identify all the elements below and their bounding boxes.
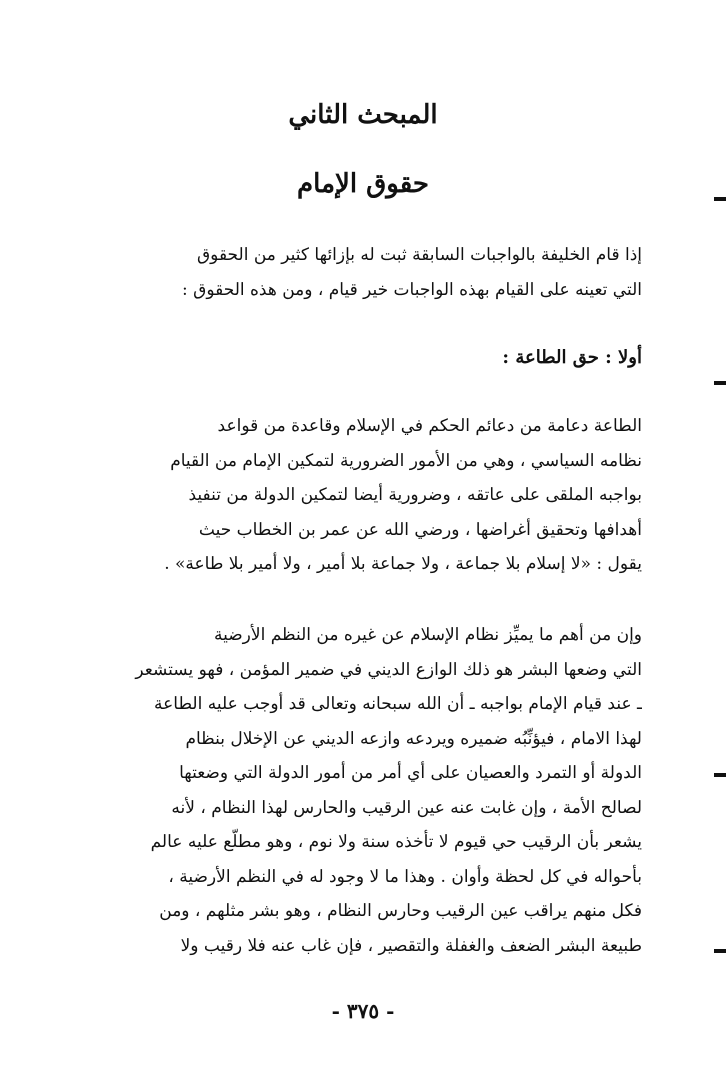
text-line: لهذا الامام ، فيؤنِّبُه ضميره ويردعه وازعه الديني عن الإخلال بنظام (185, 728, 642, 749)
text-line: يشعر بأن الرقيب حي قيوم لا تأخذه سنة ولا نوم ، وهو مطلّع عليه عالم (150, 832, 642, 852)
text-line: بواجبه الملقى على عاتقه ، وضرورية أيضا لتمكين الدولة من تنفيذ (188, 485, 642, 505)
text-line: أهدافها وتحقيق أغراضها ، ورضي الله عن عمر بن الخطاب حيث (198, 519, 642, 540)
text-line: الطاعة دعامة من دعائم الحكم في الإسلام وقاعدة من قواعد (217, 416, 642, 436)
text-line: التي تعينه على القيام بهذه الواجبات خير قيام ، ومن هذه الحقوق : (182, 279, 642, 300)
text-line: إذا قام الخليفة بالواجبات السابقة ثبت له بإزائها كثير من الحقوق (196, 245, 642, 265)
text-line: وإن من أهم ما يميِّز نظام الإسلام عن غيره من النظم الأرضية (213, 625, 642, 645)
text-line: نظامه السياسي ، وهي من الأمور الضرورية لتمكين الإمام من القيام (170, 450, 642, 471)
text-line: التي وضعها البشر هو ذلك الوازع الديني في ضمير المؤمن ، فهو يستشعر (135, 659, 642, 680)
text-line: ـ عند قيام الإمام بواجبه ـ أن الله سبحانه وتعالى قد أوجب عليه الطاعة (154, 694, 642, 714)
margin-marker (714, 949, 726, 953)
text-line: الدولة أو التمرد والعصيان على أي أمر من أمور الدولة التي وضعتها (179, 763, 642, 783)
intro-paragraph (104, 238, 642, 307)
text-line: بأحواله في كل لحظة وأوان . وهذا ما لا وجود له في النظم الأرضية ، (168, 866, 642, 887)
text-line: يقول : «لا إسلام بلا جماعة ، ولا جماعة بلا أمير ، ولا أمير بلا طاعة» . (164, 554, 642, 574)
body-paragraph-2 (104, 618, 642, 963)
text-line: فكل منهم يراقب عين الرقيب وحارس النظام ، وهو بشر مثلهم ، ومن (159, 901, 642, 921)
text-line: لصالح الأمة ، وإن غابت عنه عين الرقيب والحارس لهذا النظام ، لأنه (171, 797, 642, 818)
chapter-heading: المبحث الثاني (288, 100, 438, 130)
subject-heading: حقوق الإمام (297, 169, 429, 199)
page-number: - ٣٧٥ - (331, 999, 395, 1023)
margin-marker (714, 381, 726, 385)
text-line: طبيعة البشر الضعف والغفلة والتقصير ، فإن غاب عنه فلا رقيب ولا (180, 935, 642, 956)
body-paragraph-1 (104, 409, 642, 582)
margin-marker (714, 773, 726, 777)
section-title: أولا : حق الطاعة : (502, 347, 642, 368)
